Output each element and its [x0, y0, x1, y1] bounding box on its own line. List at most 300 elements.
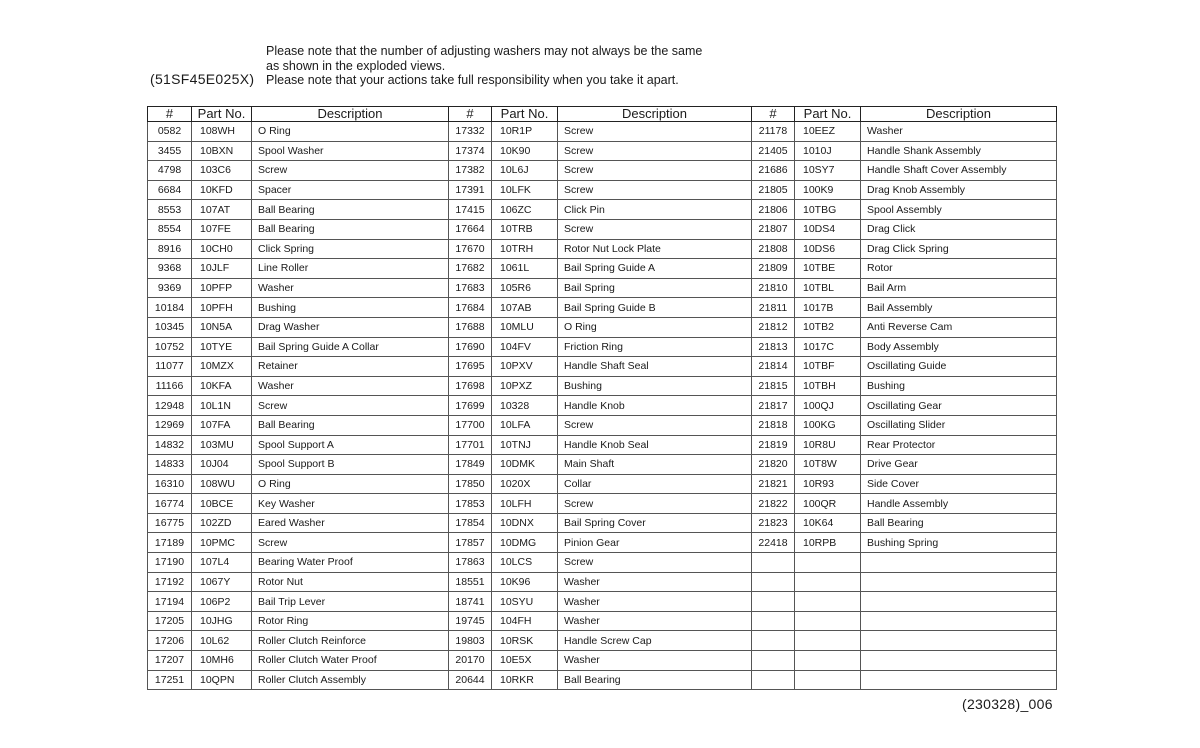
part-number: 20644	[449, 670, 492, 690]
table-row	[148, 200, 1057, 220]
part-description: Handle Knob	[558, 396, 752, 416]
part-description: Drag Click	[861, 219, 1057, 239]
part-description: Handle Knob Seal	[558, 435, 752, 455]
part-number: 11077	[148, 357, 192, 377]
part-code: 10DMG	[492, 533, 558, 553]
part-number: 10345	[148, 317, 192, 337]
part-number: 21823	[752, 513, 795, 533]
part-description: Rotor Nut Lock Plate	[558, 239, 752, 259]
part-number: 20170	[449, 651, 492, 671]
table-row	[148, 415, 1057, 435]
part-number	[752, 553, 795, 573]
part-description: Screw	[558, 122, 752, 142]
part-number: 21808	[752, 239, 795, 259]
part-code: 10TBF	[795, 357, 861, 377]
part-code: 10K96	[492, 572, 558, 592]
part-number: 19803	[449, 631, 492, 651]
part-number: 16310	[148, 474, 192, 494]
header-part-no: Part No.	[192, 107, 252, 122]
part-number: 21817	[752, 396, 795, 416]
part-description: Bail Assembly	[861, 298, 1057, 318]
parts-table-body	[148, 122, 1057, 690]
table-row	[148, 239, 1057, 259]
part-code: 10TBG	[795, 200, 861, 220]
part-description: Oscillating Gear	[861, 396, 1057, 416]
part-code: 10TNJ	[492, 435, 558, 455]
part-code: 1017C	[795, 337, 861, 357]
part-code: 104FV	[492, 337, 558, 357]
part-code: 10LFH	[492, 494, 558, 514]
part-code: 107L4	[192, 553, 252, 573]
part-code: 10R8U	[795, 435, 861, 455]
part-number: 10752	[148, 337, 192, 357]
part-number: 17682	[449, 259, 492, 279]
part-code: 10DNX	[492, 513, 558, 533]
part-number: 21810	[752, 278, 795, 298]
part-number	[752, 611, 795, 631]
part-number: 14832	[148, 435, 192, 455]
table-row	[148, 455, 1057, 475]
part-description: Bail Spring Cover	[558, 513, 752, 533]
part-description: Bail Spring Guide A Collar	[252, 337, 449, 357]
part-code: 10TRB	[492, 219, 558, 239]
part-number: 17664	[449, 219, 492, 239]
part-description: Anti Reverse Cam	[861, 317, 1057, 337]
part-description: Screw	[558, 219, 752, 239]
part-description: Collar	[558, 474, 752, 494]
part-number: 3455	[148, 141, 192, 161]
part-code: 107AB	[492, 298, 558, 318]
table-row	[148, 592, 1057, 612]
table-row	[148, 278, 1057, 298]
part-code: 10KFA	[192, 376, 252, 396]
part-description: Bail Spring Guide B	[558, 298, 752, 318]
part-description: Bail Spring	[558, 278, 752, 298]
part-code: 10MZX	[192, 357, 252, 377]
note-line: Please note that your actions take full responsibility when you take it apart.	[266, 73, 679, 87]
part-number: 21812	[752, 317, 795, 337]
part-number: 17206	[148, 631, 192, 651]
part-description	[861, 553, 1057, 573]
part-number: 4798	[148, 161, 192, 181]
header-description: Description	[558, 107, 752, 122]
part-description: Bushing Spring	[861, 533, 1057, 553]
part-number: 21819	[752, 435, 795, 455]
part-code: 10PFP	[192, 278, 252, 298]
part-number: 17857	[449, 533, 492, 553]
part-code: 103MU	[192, 435, 252, 455]
table-row	[148, 631, 1057, 651]
part-number: 17854	[449, 513, 492, 533]
part-description: Rotor	[861, 259, 1057, 279]
part-number: 17374	[449, 141, 492, 161]
part-code: 1017B	[795, 298, 861, 318]
part-code: 10LCS	[492, 553, 558, 573]
part-code	[795, 670, 861, 690]
part-description: Roller Clutch Reinforce	[252, 631, 449, 651]
table-row	[148, 337, 1057, 357]
table-row	[148, 357, 1057, 377]
header-number: #	[752, 107, 795, 122]
part-description: Spool Support B	[252, 455, 449, 475]
part-code	[795, 651, 861, 671]
table-row	[148, 180, 1057, 200]
table-row	[148, 670, 1057, 690]
header-number: #	[449, 107, 492, 122]
part-number: 17700	[449, 415, 492, 435]
part-code: 106P2	[192, 592, 252, 612]
table-row	[148, 435, 1057, 455]
part-number: 9368	[148, 259, 192, 279]
parts-table	[147, 106, 1057, 690]
part-number: 17863	[449, 553, 492, 573]
part-number: 0582	[148, 122, 192, 142]
table-row	[148, 141, 1057, 161]
part-number: 21818	[752, 415, 795, 435]
part-code: 10RSK	[492, 631, 558, 651]
part-description: Rotor Nut	[252, 572, 449, 592]
part-code: 107AT	[192, 200, 252, 220]
table-row	[148, 553, 1057, 573]
part-description: Ball Bearing	[558, 670, 752, 690]
part-description: Bushing	[861, 376, 1057, 396]
part-code: 10K90	[492, 141, 558, 161]
part-code: 10BCE	[192, 494, 252, 514]
part-description	[861, 651, 1057, 671]
part-description: Oscillating Slider	[861, 415, 1057, 435]
table-row	[148, 161, 1057, 181]
part-description: Washer	[558, 611, 752, 631]
table-row	[148, 494, 1057, 514]
header-part-no: Part No.	[492, 107, 558, 122]
part-number: 17683	[449, 278, 492, 298]
part-description: Pinion Gear	[558, 533, 752, 553]
part-description: Bearing Water Proof	[252, 553, 449, 573]
part-number: 18741	[449, 592, 492, 612]
part-description: Handle Screw Cap	[558, 631, 752, 651]
part-code	[795, 631, 861, 651]
part-number: 10184	[148, 298, 192, 318]
part-number: 17853	[449, 494, 492, 514]
part-description: Washer	[558, 651, 752, 671]
part-number: 17192	[148, 572, 192, 592]
header-number: #	[148, 107, 192, 122]
part-description: Bail Spring Guide A	[558, 259, 752, 279]
part-description	[861, 592, 1057, 612]
part-number: 21814	[752, 357, 795, 377]
part-description: Washer	[558, 572, 752, 592]
part-description: Retainer	[252, 357, 449, 377]
part-number: 21811	[752, 298, 795, 318]
part-number: 17670	[449, 239, 492, 259]
part-description: O Ring	[252, 122, 449, 142]
part-number: 17332	[449, 122, 492, 142]
part-code: 1010J	[795, 141, 861, 161]
part-number: 21805	[752, 180, 795, 200]
part-number: 21809	[752, 259, 795, 279]
part-description: Screw	[252, 396, 449, 416]
part-code: 10PXZ	[492, 376, 558, 396]
part-number: 17684	[449, 298, 492, 318]
part-description: Bail Arm	[861, 278, 1057, 298]
part-description: Washer	[252, 376, 449, 396]
part-code: 10PFH	[192, 298, 252, 318]
part-code: 10TYE	[192, 337, 252, 357]
part-code: 10LFK	[492, 180, 558, 200]
part-description: Drive Gear	[861, 455, 1057, 475]
part-number: 17695	[449, 357, 492, 377]
part-code: 10MLU	[492, 317, 558, 337]
part-code: 10PMC	[192, 533, 252, 553]
part-description: Screw	[558, 415, 752, 435]
part-number: 8916	[148, 239, 192, 259]
part-code: 10SY7	[795, 161, 861, 181]
table-row	[148, 317, 1057, 337]
part-description: Ball Bearing	[252, 219, 449, 239]
part-code	[795, 553, 861, 573]
part-description: Screw	[558, 494, 752, 514]
header-description: Description	[861, 107, 1057, 122]
part-description: Spool Support A	[252, 435, 449, 455]
part-number: 9369	[148, 278, 192, 298]
part-description: Side Cover	[861, 474, 1057, 494]
part-description: O Ring	[252, 474, 449, 494]
part-code: 100QJ	[795, 396, 861, 416]
part-number: 17382	[449, 161, 492, 181]
part-code: 10DS4	[795, 219, 861, 239]
part-code: 10N5A	[192, 317, 252, 337]
part-description: Drag Click Spring	[861, 239, 1057, 259]
part-description: Line Roller	[252, 259, 449, 279]
part-code: 107FA	[192, 415, 252, 435]
part-description: Screw	[252, 533, 449, 553]
part-code: 10LFA	[492, 415, 558, 435]
part-number: 17190	[148, 553, 192, 573]
part-number: 17698	[449, 376, 492, 396]
part-code: 102ZD	[192, 513, 252, 533]
part-description: Drag Knob Assembly	[861, 180, 1057, 200]
part-description: Click Spring	[252, 239, 449, 259]
part-description: Roller Clutch Water Proof	[252, 651, 449, 671]
part-description: Screw	[558, 180, 752, 200]
part-description: Washer	[558, 592, 752, 612]
part-description: Ball Bearing	[252, 415, 449, 435]
part-code: 10MH6	[192, 651, 252, 671]
part-description	[861, 611, 1057, 631]
table-row	[148, 396, 1057, 416]
part-number: 17688	[449, 317, 492, 337]
part-number	[752, 572, 795, 592]
part-number: 8554	[148, 219, 192, 239]
part-number: 17701	[449, 435, 492, 455]
part-description: Bushing	[252, 298, 449, 318]
part-code: 10L6J	[492, 161, 558, 181]
part-code: 10JLF	[192, 259, 252, 279]
part-description: Drag Washer	[252, 317, 449, 337]
part-code: 10JHG	[192, 611, 252, 631]
header-description: Description	[252, 107, 449, 122]
part-code: 10J04	[192, 455, 252, 475]
part-code: 1061L	[492, 259, 558, 279]
part-code: 106ZC	[492, 200, 558, 220]
part-code	[795, 572, 861, 592]
table-row	[148, 298, 1057, 318]
part-description: Washer	[861, 122, 1057, 142]
part-number	[752, 670, 795, 690]
part-code: 10E5X	[492, 651, 558, 671]
part-number: 11166	[148, 376, 192, 396]
part-description: Main Shaft	[558, 455, 752, 475]
table-row	[148, 611, 1057, 631]
part-code: 1067Y	[192, 572, 252, 592]
part-number: 21405	[752, 141, 795, 161]
part-code: 10T8W	[795, 455, 861, 475]
table-row	[148, 513, 1057, 533]
part-code: 108WU	[192, 474, 252, 494]
part-code: 10BXN	[192, 141, 252, 161]
table-row	[148, 651, 1057, 671]
part-code	[795, 611, 861, 631]
part-number: 12969	[148, 415, 192, 435]
part-code: 10TRH	[492, 239, 558, 259]
part-description: Eared Washer	[252, 513, 449, 533]
part-code: 1020X	[492, 474, 558, 494]
part-number: 12948	[148, 396, 192, 416]
part-code: 10CH0	[192, 239, 252, 259]
part-number: 21813	[752, 337, 795, 357]
part-number: 17207	[148, 651, 192, 671]
part-description: Washer	[252, 278, 449, 298]
part-description: Click Pin	[558, 200, 752, 220]
part-code: 10RPB	[795, 533, 861, 553]
note-line: as shown in the exploded views.	[266, 58, 446, 73]
part-number: 17205	[148, 611, 192, 631]
part-number: 21807	[752, 219, 795, 239]
part-number: 21821	[752, 474, 795, 494]
part-number: 21820	[752, 455, 795, 475]
part-code: 10QPN	[192, 670, 252, 690]
part-code: 107FE	[192, 219, 252, 239]
part-description: Oscillating Guide	[861, 357, 1057, 377]
part-code: 10R1P	[492, 122, 558, 142]
part-number: 18551	[449, 572, 492, 592]
part-description: Body Assembly	[861, 337, 1057, 357]
header-part-no: Part No.	[795, 107, 861, 122]
part-number: 22418	[752, 533, 795, 553]
part-number: 21806	[752, 200, 795, 220]
part-number: 21815	[752, 376, 795, 396]
part-description: Handle Assembly	[861, 494, 1057, 514]
part-code: 10DS6	[795, 239, 861, 259]
part-number: 21822	[752, 494, 795, 514]
part-number: 17391	[449, 180, 492, 200]
part-code: 10TB2	[795, 317, 861, 337]
part-description: Handle Shaft Cover Assembly	[861, 161, 1057, 181]
part-description: Spool Washer	[252, 141, 449, 161]
part-code: 100QR	[795, 494, 861, 514]
part-code: 108WH	[192, 122, 252, 142]
part-number: 17850	[449, 474, 492, 494]
part-code: 10PXV	[492, 357, 558, 377]
part-code: 105R6	[492, 278, 558, 298]
model-code: (51SF45E025X)	[150, 71, 255, 87]
part-code: 10L1N	[192, 396, 252, 416]
part-number: 17415	[449, 200, 492, 220]
part-description	[861, 572, 1057, 592]
note-line: Please note that the number of adjusting washers may not always be the same	[266, 44, 703, 58]
part-description	[861, 631, 1057, 651]
part-description: Screw	[558, 141, 752, 161]
document-id: (230328)_006	[962, 696, 1053, 712]
part-number: 19745	[449, 611, 492, 631]
part-code: 100K9	[795, 180, 861, 200]
part-code: 10L62	[192, 631, 252, 651]
part-code: 10K64	[795, 513, 861, 533]
table-row	[148, 122, 1057, 142]
part-number	[752, 651, 795, 671]
part-code: 10TBE	[795, 259, 861, 279]
part-description: Screw	[252, 161, 449, 181]
part-number: 17849	[449, 455, 492, 475]
part-code: 10TBH	[795, 376, 861, 396]
table-row	[148, 259, 1057, 279]
table-header-row	[148, 107, 1057, 122]
part-description: O Ring	[558, 317, 752, 337]
part-description: Rotor Ring	[252, 611, 449, 631]
part-code	[795, 592, 861, 612]
notes	[266, 44, 702, 88]
part-number: 21686	[752, 161, 795, 181]
part-code: 104FH	[492, 611, 558, 631]
part-number: 21178	[752, 122, 795, 142]
part-code: 10KFD	[192, 180, 252, 200]
part-number: 17189	[148, 533, 192, 553]
part-description: Screw	[558, 161, 752, 181]
part-description: Bail Trip Lever	[252, 592, 449, 612]
part-description: Ball Bearing	[252, 200, 449, 220]
part-number: 16775	[148, 513, 192, 533]
part-description: Spool Assembly	[861, 200, 1057, 220]
part-number: 17699	[449, 396, 492, 416]
part-number: 6684	[148, 180, 192, 200]
part-code: 100KG	[795, 415, 861, 435]
part-description: Friction Ring	[558, 337, 752, 357]
part-code: 10328	[492, 396, 558, 416]
part-code: 10R93	[795, 474, 861, 494]
table-row	[148, 474, 1057, 494]
part-code: 10EEZ	[795, 122, 861, 142]
part-number	[752, 631, 795, 651]
part-description: Key Washer	[252, 494, 449, 514]
part-code: 10TBL	[795, 278, 861, 298]
part-description: Rear Protector	[861, 435, 1057, 455]
part-description: Bushing	[558, 376, 752, 396]
part-description: Handle Shaft Seal	[558, 357, 752, 377]
part-description: Screw	[558, 553, 752, 573]
part-code: 10RKR	[492, 670, 558, 690]
part-number: 8553	[148, 200, 192, 220]
part-number: 17690	[449, 337, 492, 357]
part-number: 17194	[148, 592, 192, 612]
part-description: Ball Bearing	[861, 513, 1057, 533]
part-number: 14833	[148, 455, 192, 475]
part-code: 10DMK	[492, 455, 558, 475]
part-number: 16774	[148, 494, 192, 514]
part-code: 10SYU	[492, 592, 558, 612]
part-number	[752, 592, 795, 612]
table-row	[148, 376, 1057, 396]
part-description: Spacer	[252, 180, 449, 200]
